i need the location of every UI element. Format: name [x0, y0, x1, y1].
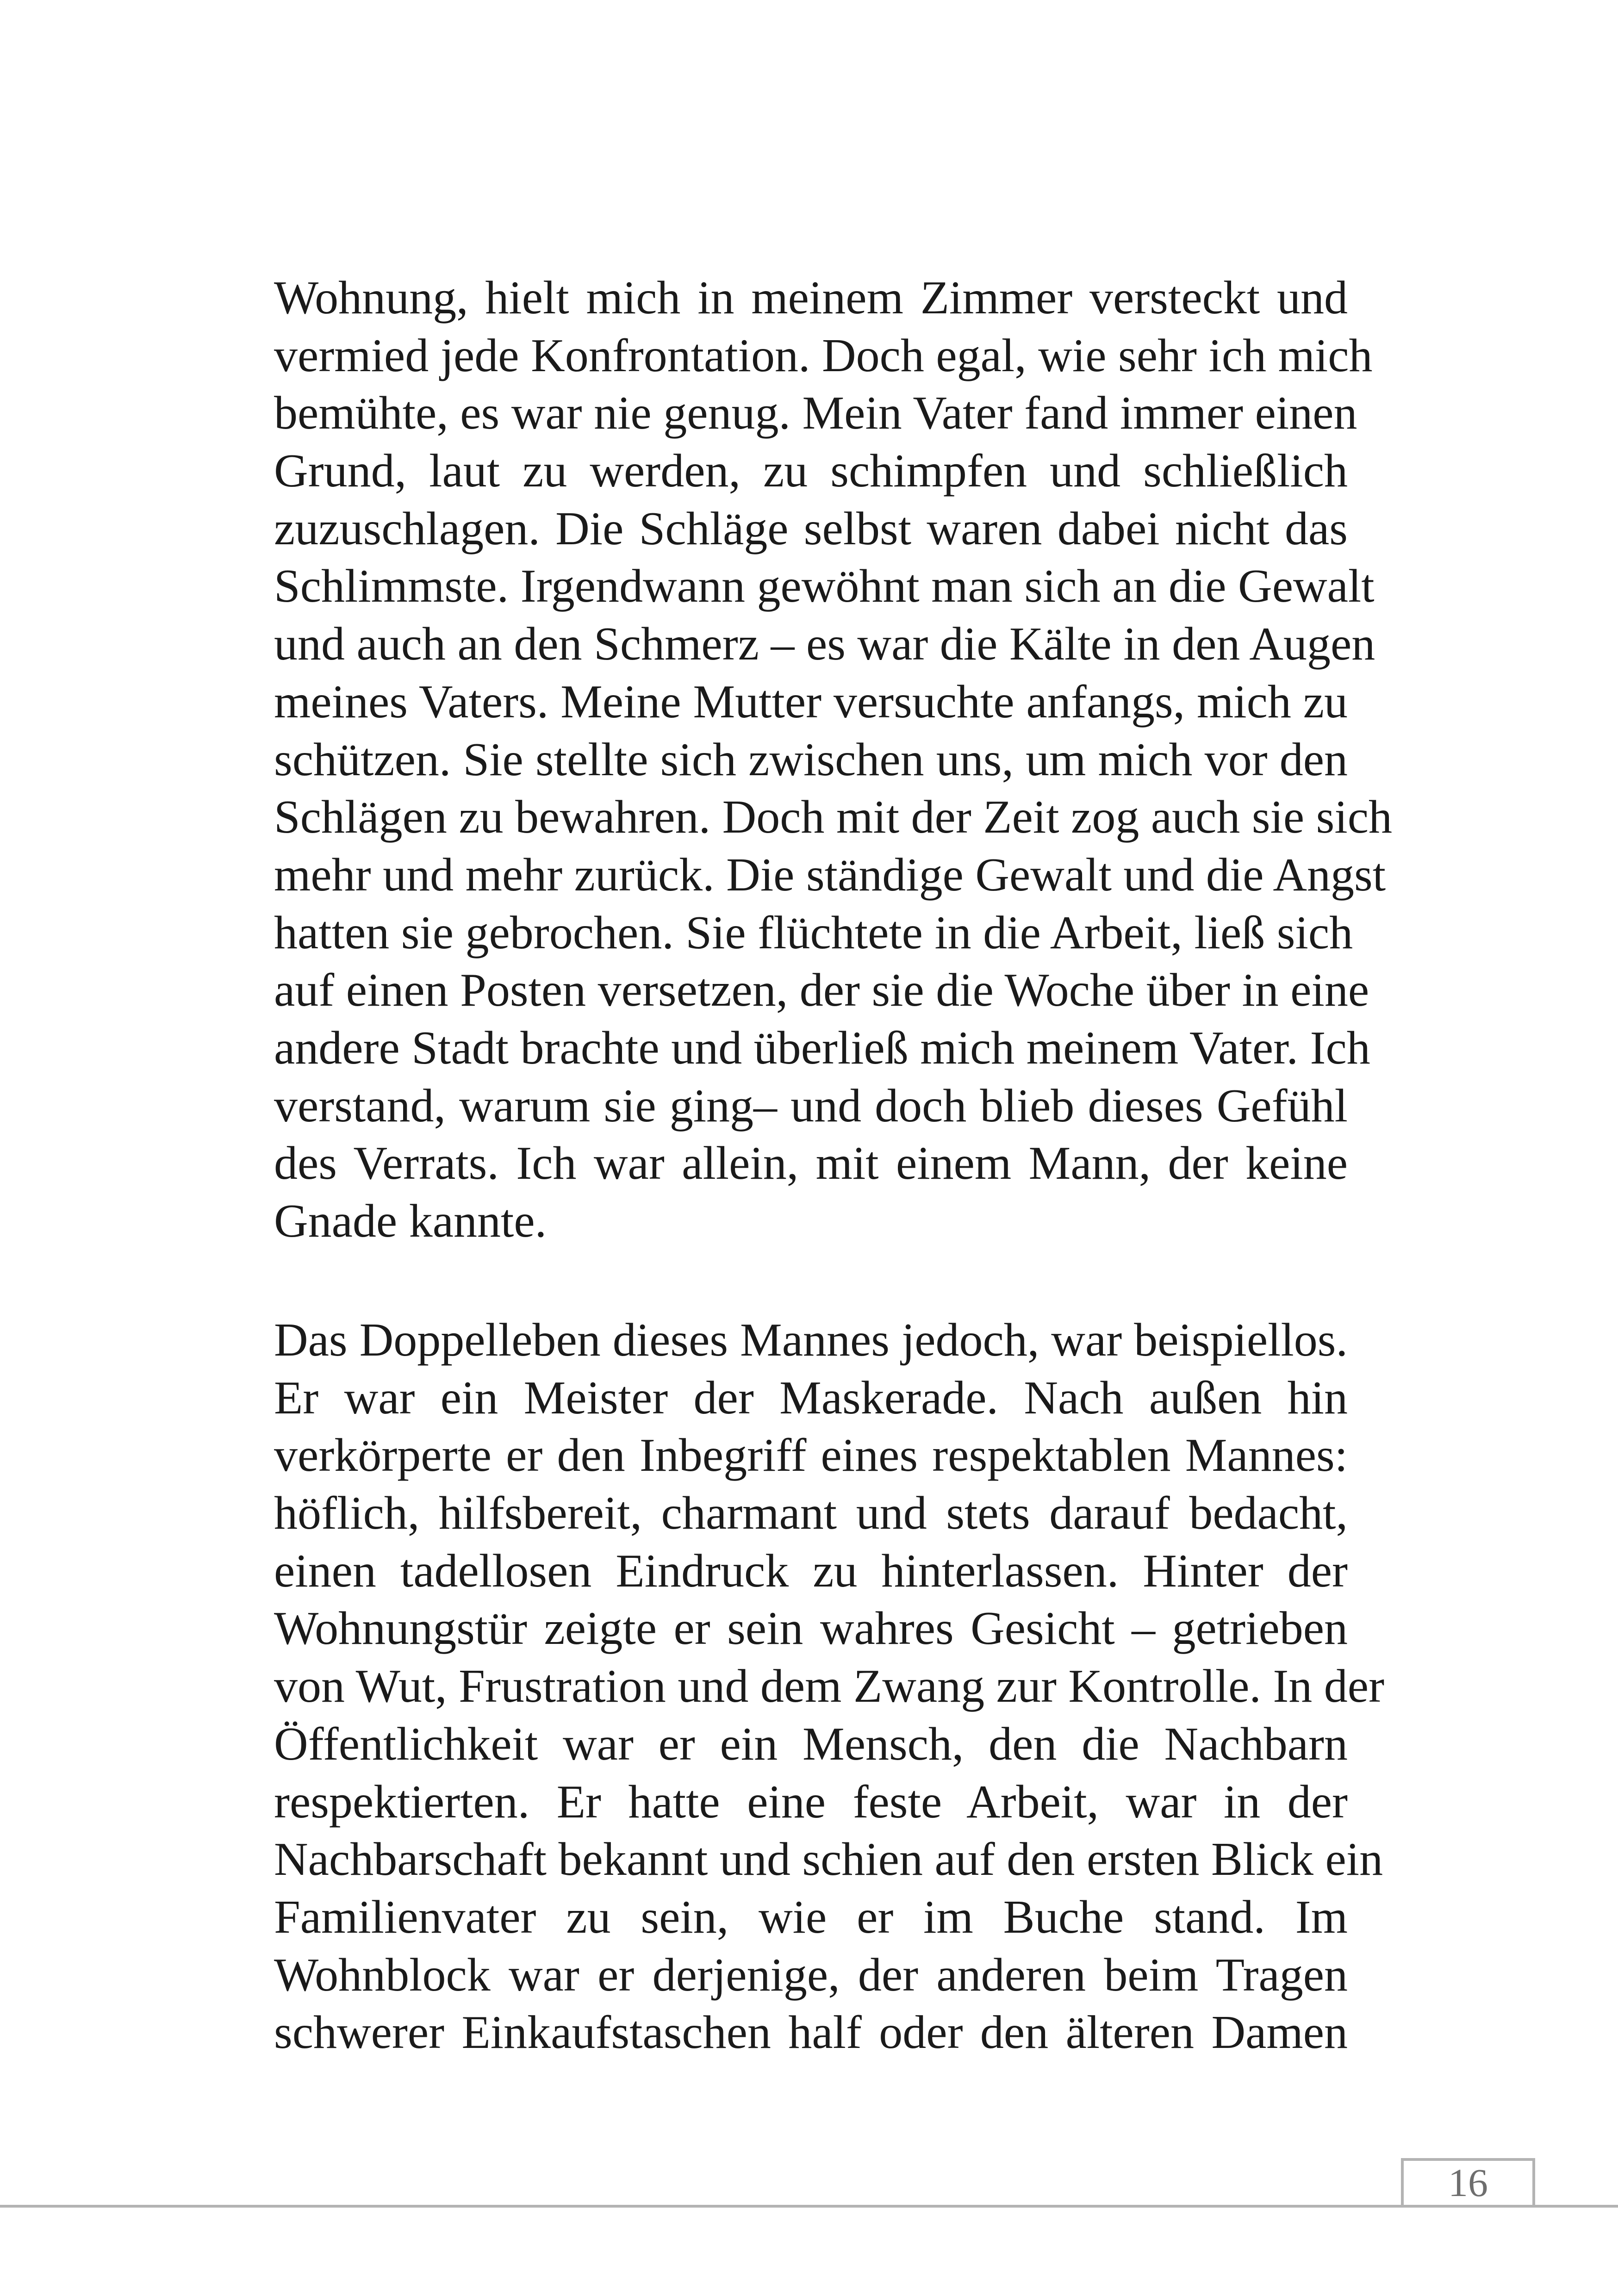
text-line: andere Stadt brachte und überließ mich meinem Vater. Ich: [274, 1021, 1370, 1074]
text-line: mehr und mehr zurück. Die ständige Gewalt und die Angst: [274, 848, 1386, 901]
text-line: Grund, laut zu werden, zu schimpfen und schließlich: [274, 445, 1348, 498]
text-line: Wohnungstür zeigte er sein wahres Gesicht – getrieben: [274, 1602, 1348, 1655]
body-paragraph-1: [274, 269, 1392, 1251]
text-line: von Wut, Frustration und dem Zwang zur Kontrolle. In der: [274, 1660, 1385, 1713]
text-line: verkörperte er den Inbegriff eines respektablen Mannes:: [274, 1429, 1348, 1482]
text-line: verstand, warum sie ging– und doch blieb dieses Gefühl: [274, 1079, 1348, 1132]
text-line: respektierten. Er hatte eine feste Arbeit, war in der: [274, 1775, 1348, 1828]
text-line: auf einen Posten versetzen, der sie die Woche über in eine: [274, 964, 1369, 1017]
footer-rule: [0, 2205, 1618, 2208]
text-line: Das Doppelleben dieses Mannes jedoch, war beispiellos.: [274, 1314, 1348, 1366]
text-line: und auch an den Schmerz – es war die Kälte in den Augen: [274, 618, 1375, 671]
text-line: Wohnblock war er derjenige, der anderen beim Tragen: [274, 1948, 1348, 2001]
text-line: bemühte, es war nie genug. Mein Vater fand immer einen: [274, 387, 1357, 440]
text-line: schwerer Einkaufstaschen half oder den älteren Damen: [274, 2006, 1348, 2059]
body-paragraph-2: [274, 1312, 1385, 2062]
text-line: Schlägen zu bewahren. Doch mit der Zeit zog auch sie sich: [274, 791, 1392, 844]
text-line: einen tadellosen Eindruck zu hinterlassen. Hinter der: [274, 1544, 1348, 1597]
text-line: Schlimmste. Irgendwann gewöhnt man sich an die Gewalt: [274, 560, 1375, 613]
text-line: höflich, hilfsbereit, charmant und stets darauf bedacht,: [274, 1487, 1348, 1540]
text-line: Er war ein Meister der Maskerade. Nach außen hin: [274, 1371, 1348, 1424]
text-line: Nachbarschaft bekannt und schien auf den ersten Blick ein: [274, 1833, 1383, 1886]
text-line: zuzuschlagen. Die Schläge selbst waren dabei nicht das: [274, 502, 1348, 555]
text-line: Familienvater zu sein, wie er im Buche stand. Im: [274, 1891, 1348, 1943]
text-line: des Verrats. Ich war allein, mit einem Mann, der keine: [274, 1137, 1348, 1190]
text-line: Öffentlichkeit war er ein Mensch, den die Nachbarn: [274, 1717, 1348, 1770]
page-number: 16: [1448, 2160, 1488, 2205]
text-line: hatten sie gebrochen. Sie flüchtete in die Arbeit, ließ sich: [274, 906, 1353, 959]
text-line: schützen. Sie stellte sich zwischen uns, um mich vor den: [274, 733, 1348, 786]
text-line: Gnade kannte.: [274, 1195, 547, 1247]
text-line: vermied jede Konfrontation. Doch egal, wie sehr ich mich: [274, 329, 1373, 382]
text-line: Wohnung, hielt mich in meinem Zimmer versteckt und: [274, 272, 1348, 324]
text-line: meines Vaters. Meine Mutter versuchte anfangs, mich zu: [274, 675, 1348, 728]
